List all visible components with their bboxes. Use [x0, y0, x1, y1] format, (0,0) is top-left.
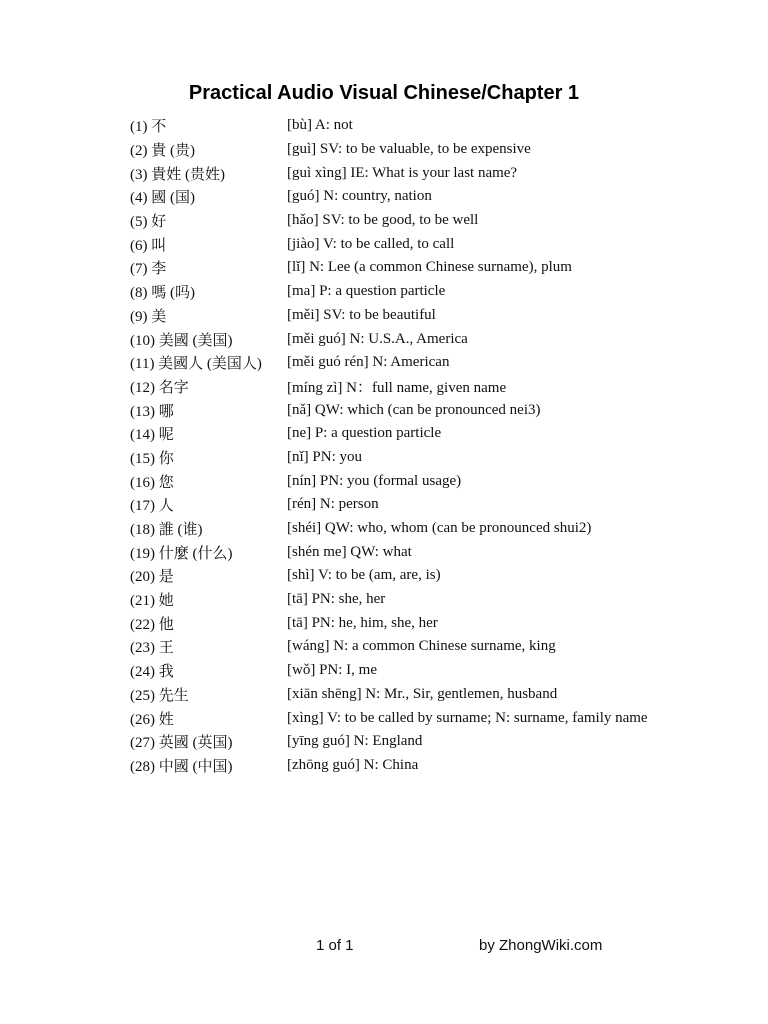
vocab-definition: [míng zì] N：full name, given name — [287, 379, 507, 396]
vocab-row — [130, 588, 750, 612]
vocab-definition: [guì] SV: to be valuable, to be expensive — [287, 141, 531, 158]
vocab-definition: [tā] PN: she, her — [287, 591, 386, 608]
vocab-definition: [lǐ] N: Lee (a common Chinese surname), plum — [287, 259, 572, 276]
vocab-word: (4) 國 (国) — [130, 190, 195, 207]
vocab-word: (16) 您 — [130, 474, 174, 491]
vocab-definition: [zhōng guó] N: China — [287, 756, 419, 773]
vocab-row — [130, 446, 750, 470]
vocab-definition: [shén me] QW: what — [287, 543, 412, 560]
vocab-row — [130, 232, 750, 256]
vocab-definition: [yīng guó] N: England — [287, 733, 423, 750]
vocab-definition: [tā] PN: he, him, she, her — [287, 614, 438, 631]
vocab-word: (10) 美國 (美国) — [130, 332, 233, 349]
page-title: Practical Audio Visual Chinese/Chapter 1 — [188, 82, 580, 104]
vocab-definition: [xiān shēng] N: Mr., Sir, gentlemen, husband — [287, 685, 558, 702]
vocab-word: (5) 好 — [130, 214, 167, 231]
vocab-word: (24) 我 — [130, 664, 174, 681]
vocab-row — [130, 493, 750, 517]
vocab-row — [130, 422, 750, 446]
vocab-word: (20) 是 — [130, 569, 174, 586]
vocab-definition: [bù] A: not — [287, 117, 353, 134]
vocab-definition: [nǎ] QW: which (can be pronounced nei3) — [287, 401, 541, 418]
vocab-definition: [wǒ] PN: I, me — [287, 662, 377, 679]
vocab-definition: [měi] SV: to be beautiful — [287, 306, 436, 323]
page-number: 1 of 1 — [316, 937, 354, 954]
vocab-definition: [guì xìng] IE: What is your last name? — [287, 164, 518, 181]
vocab-row — [130, 564, 750, 588]
vocab-definition: [nǐ] PN: you — [287, 448, 362, 465]
vocab-row — [130, 683, 750, 707]
vocab-word: (2) 貴 (贵) — [130, 143, 195, 160]
vocab-word: (8) 嗎 (吗) — [130, 285, 195, 302]
vocab-definition: [shéi] QW: who, whom (can be pronounced shui2) — [287, 520, 592, 537]
vocab-definition: [ma] P: a question particle — [287, 283, 446, 300]
vocab-word: (6) 叫 — [130, 237, 167, 254]
vocab-word: (26) 姓 — [130, 711, 174, 728]
vocab-row — [130, 209, 750, 233]
vocab-definition: [jiào] V: to be called, to call — [287, 235, 455, 252]
vocab-word: (14) 呢 — [130, 427, 174, 444]
vocab-definition: [hǎo] SV: to be good, to be well — [287, 212, 479, 229]
vocab-word: (22) 他 — [130, 616, 174, 633]
vocab-row — [130, 706, 750, 730]
vocab-definition: [ne] P: a question particle — [287, 425, 442, 442]
vocab-row — [130, 635, 750, 659]
vocab-word: (18) 誰 (谁) — [130, 522, 203, 539]
vocab-row — [130, 256, 750, 280]
vocab-word: (7) 李 — [130, 261, 167, 278]
vocab-row — [130, 540, 750, 564]
vocab-row — [130, 469, 750, 493]
vocab-word: (3) 貴姓 (贵姓) — [130, 166, 225, 183]
vocab-definition: [měi guó rén] N: American — [287, 354, 450, 371]
vocab-definition: [měi guó] N: U.S.A., America — [287, 330, 468, 347]
vocab-row — [130, 138, 750, 162]
vocab-row — [130, 327, 750, 351]
vocab-row — [130, 304, 750, 328]
vocab-word: (23) 王 — [130, 640, 174, 657]
vocab-row — [130, 351, 750, 375]
vocab-word: (19) 什麼 (什么) — [130, 545, 233, 562]
vocab-definition: [guó] N: country, nation — [287, 188, 432, 205]
vocab-word: (15) 你 — [130, 450, 174, 467]
vocab-word: (21) 她 — [130, 593, 174, 610]
vocab-row — [130, 375, 750, 399]
vocab-row — [130, 185, 750, 209]
vocab-word: (25) 先生 — [130, 687, 189, 704]
vocab-word: (17) 人 — [130, 498, 174, 515]
vocab-row — [130, 730, 750, 754]
vocab-row — [130, 517, 750, 541]
vocab-row — [130, 114, 750, 138]
vocab-row — [130, 611, 750, 635]
vocab-row — [130, 398, 750, 422]
vocab-word: (13) 哪 — [130, 403, 174, 420]
vocab-definition: [rén] N: person — [287, 496, 379, 513]
vocab-word: (9) 美 — [130, 308, 167, 325]
vocab-word: (12) 名字 — [130, 379, 189, 396]
vocab-row — [130, 754, 750, 778]
vocab-definition: [nín] PN: you (formal usage) — [287, 472, 462, 489]
vocab-definition: [xìng] V: to be called by surname; N: surname, family name — [287, 709, 648, 726]
vocab-word: (11) 美國人 (美国人) — [130, 356, 262, 373]
footer-credit: by ZhongWiki.com — [479, 937, 603, 954]
vocab-definition: [shì] V: to be (am, are, is) — [287, 567, 441, 584]
vocab-row — [130, 659, 750, 683]
vocab-row — [130, 280, 750, 304]
vocab-word: (1) 不 — [130, 119, 167, 136]
vocab-word: (28) 中國 (中国) — [130, 758, 233, 775]
vocabulary-list — [130, 114, 750, 777]
vocab-definition: [wáng] N: a common Chinese surname, king — [287, 638, 556, 655]
vocab-row — [130, 161, 750, 185]
vocab-word: (27) 英國 (英国) — [130, 735, 233, 752]
